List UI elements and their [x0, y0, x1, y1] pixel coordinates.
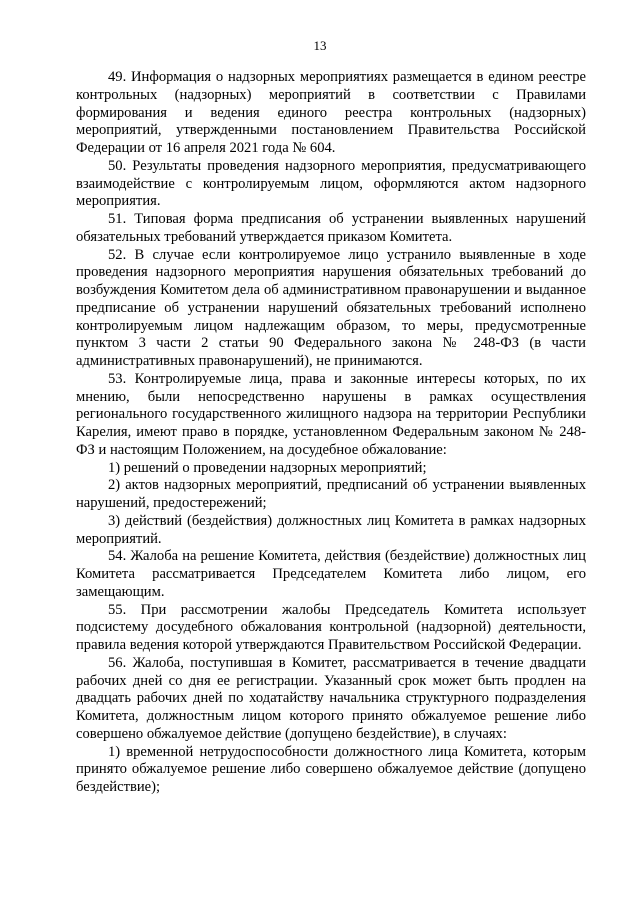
paragraph-51: 51. Типовая форма предписания об устранении выявленных нарушений обязательных требований утверждается приказом Комитета. [76, 211, 586, 245]
paragraph-56: 56. Жалоба, поступившая в Комитет, рассматривается в течение двадцати рабочих дней со дня ее регистрации. Указанный срок может быть продлен на двадцать рабочих дней по ходатайству начальника структурного подразделения Комитета, должностным лицом которого принято обжалуемое решение либо совершено обжалуемое действие (допущено бездействие), в случаях: [76, 654, 586, 742]
paragraph-53-item-1: 1) решений о проведении надзорных мероприятий; [108, 459, 427, 476]
document-body [76, 69, 586, 797]
paragraph-55: 55. При рассмотрении жалобы Председатель Комитета использует подсистему досудебного обжалования контрольной (надзорной) деятельности, правила ведения которой утверждаются Правительством Российской Федерации. [76, 601, 586, 653]
paragraph-50: 50. Результаты проведения надзорного мероприятия, предусматривающего взаимодействие с контролируемым лицом, оформляются актом надзорного мероприятия. [76, 157, 586, 210]
paragraph-49: 49. Информация о надзорных мероприятиях размещается в едином реестре контрольных (надзорных) мероприятий в соответствии с Правилами формирования и ведения единого реестра контрольных (надзорных) мероприятий, утвержденными постановлением Правительства Российской Федерации от 16 апреля 2021 года № 604. [76, 69, 586, 156]
paragraph-53: 53. Контролируемые лица, права и законные интересы которых, по их мнению, были непосредственно нарушены в рамках осуществления регионального государственного жилищного надзора на территории Республики Карелия, имеют право в порядке, установленном Федеральным законом № 248-ФЗ и настоящим Положением, на досудебное обжалование: [76, 370, 586, 458]
page-number: 13 [313, 38, 327, 53]
paragraph-53-item-2: 2) актов надзорных мероприятий, предписаний об устранении выявленных нарушений, предостережений; [76, 477, 586, 511]
paragraph-53-item-3: 3) действий (бездействия) должностных лиц Комитета в рамках надзорных мероприятий. [76, 512, 586, 547]
paragraph-56-item-1: 1) временной нетрудоспособности должностного лица Комитета, которым принято обжалуемое решение либо совершено обжалуемое действие (допущено бездействие); [76, 743, 586, 795]
paragraph-52: 52. В случае если контролируемое лицо устранило выявленные в ходе проведения надзорного мероприятия нарушения обязательных требований до возбуждения Комитетом дела об административном правонарушении и выданное предписание об устранении нарушений обязательных требований исполнено контролируемым лицом надлежащим образом, то меры, предусмотренные пунктом 3 части 2 статьи 90 Федерального закона № 248-ФЗ (в части административных правонарушений), не принимаются. [76, 246, 586, 369]
paragraph-54: 54. Жалоба на решение Комитета, действия (бездействие) должностных лиц Комитета рассматривается Председателем Комитета либо лицом, его замещающим. [76, 548, 586, 600]
